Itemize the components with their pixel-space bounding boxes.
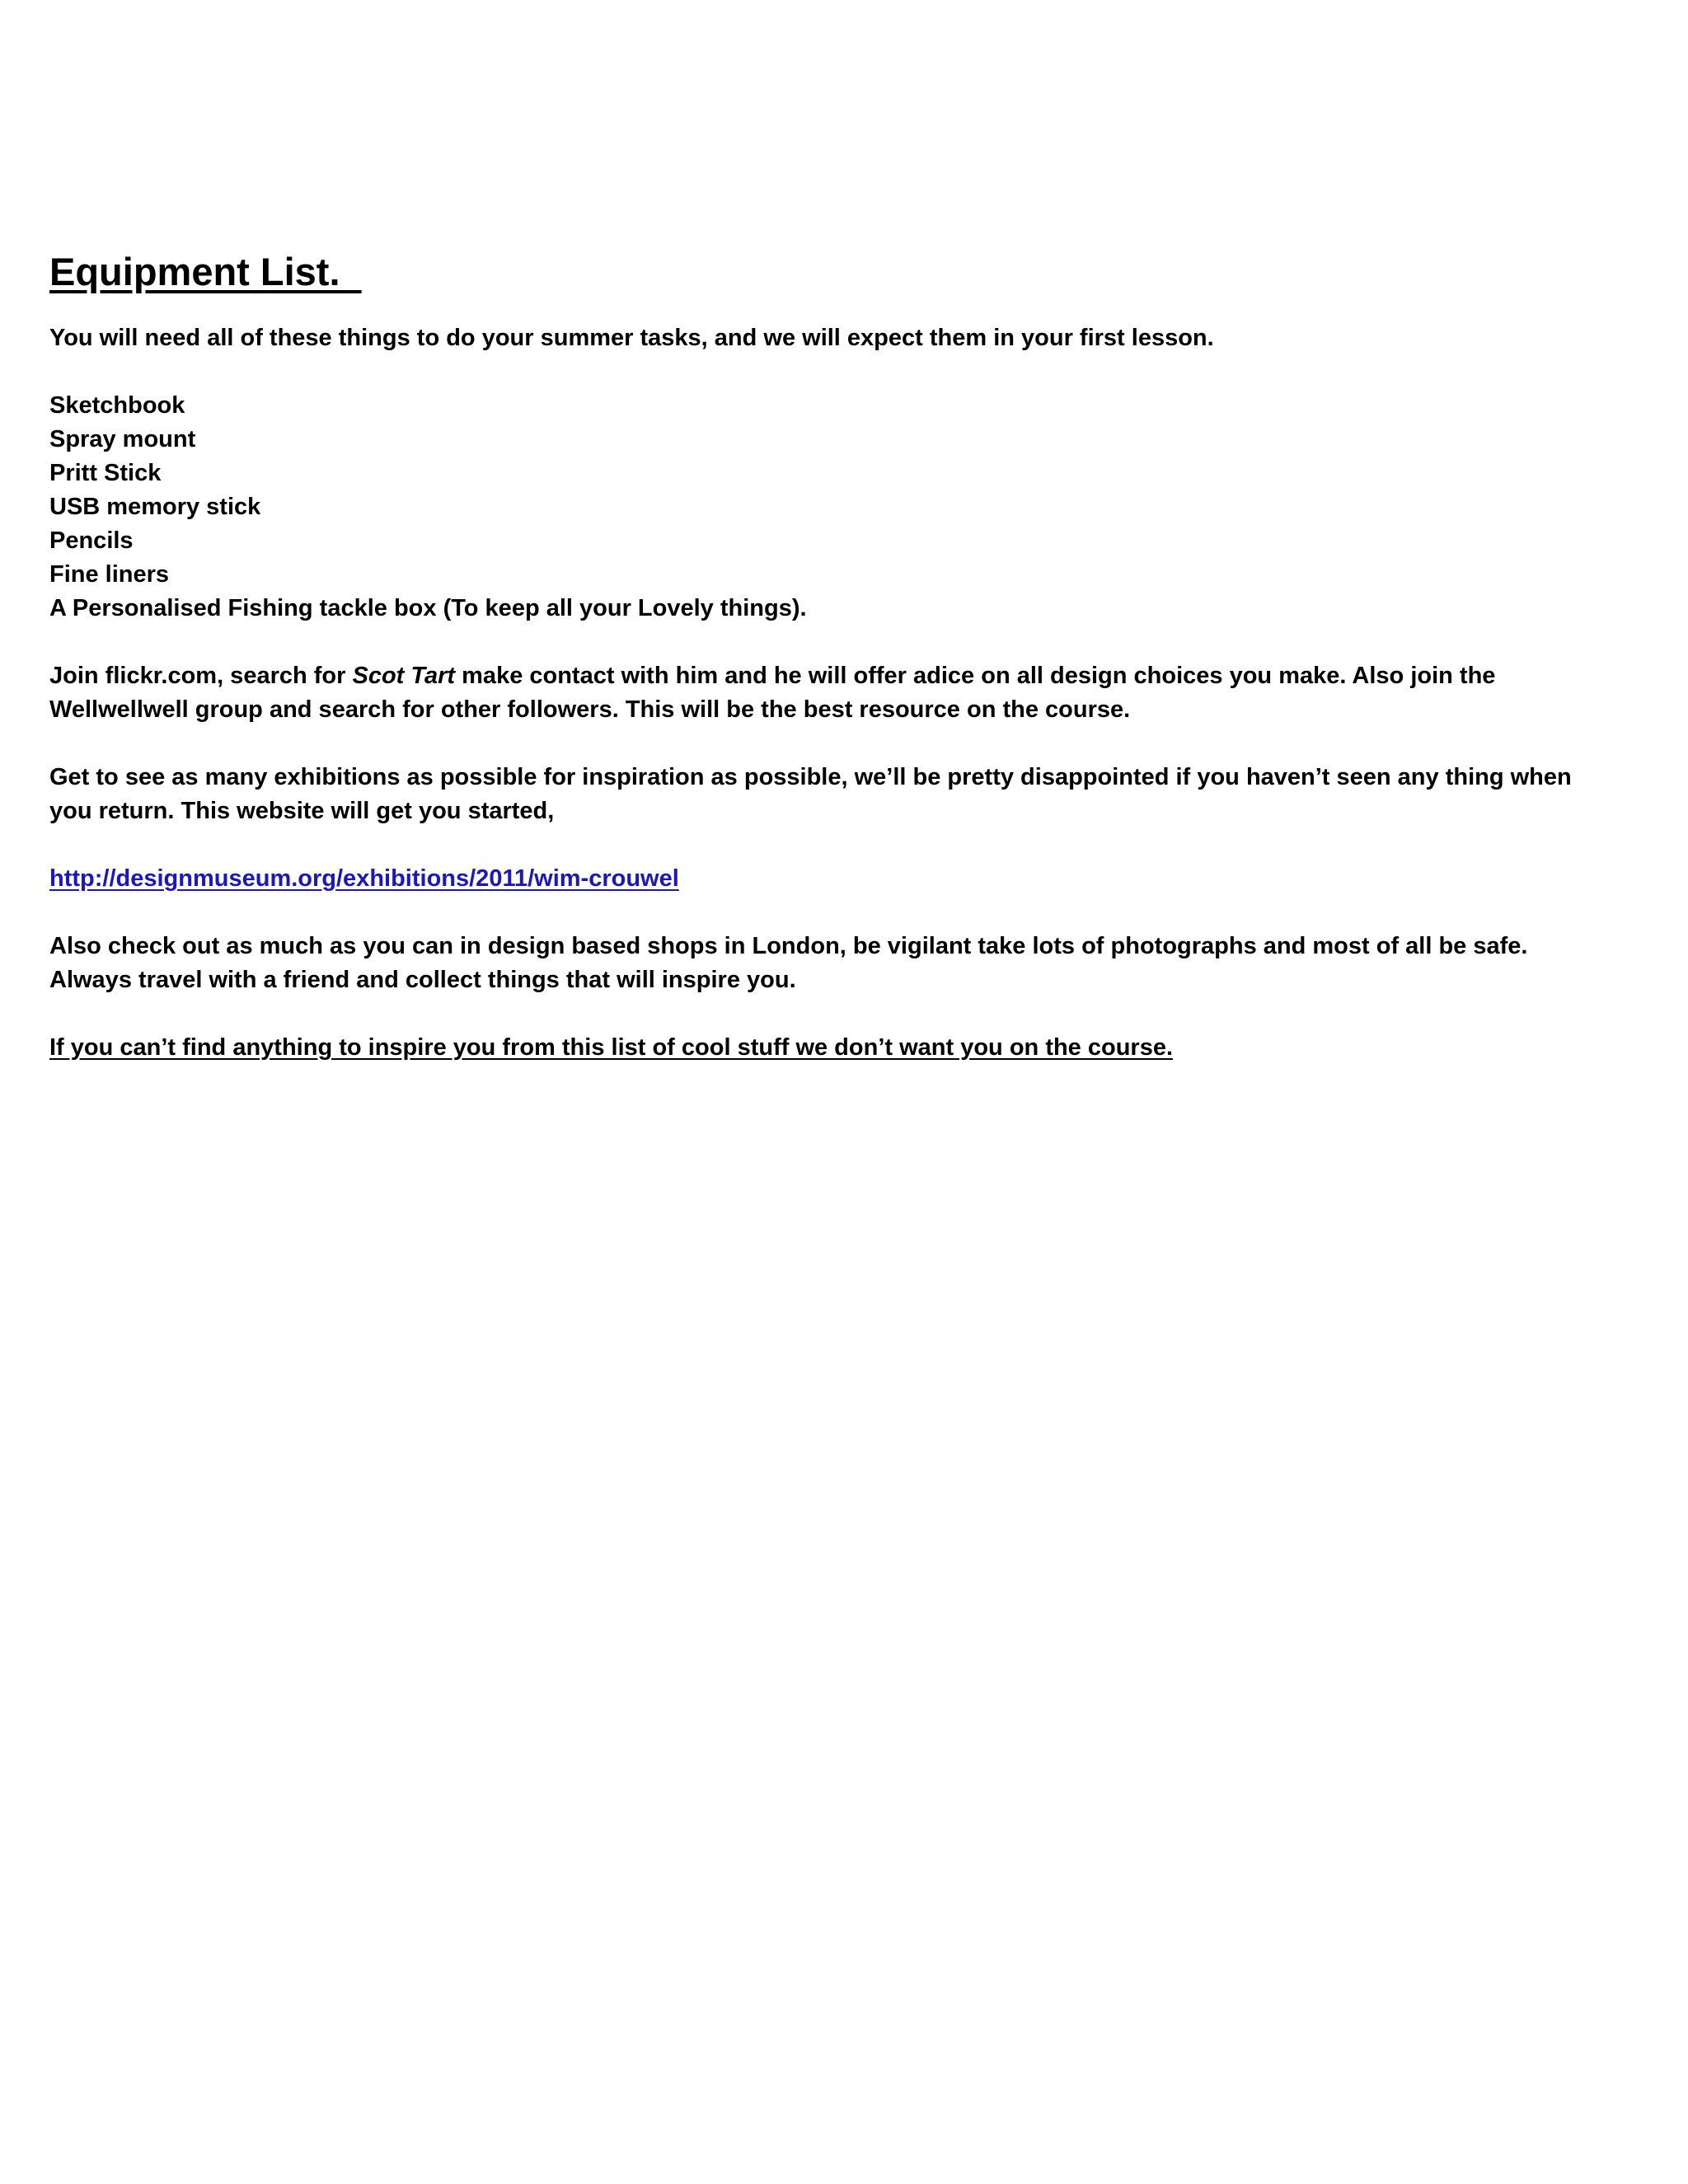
flickr-paragraph (49, 659, 1615, 727)
spacer (49, 997, 1615, 1031)
spacer (49, 896, 1615, 930)
closing-text: If you can’t find anything to inspire you from this list of cool stuff we don’t want you on the course. (49, 1034, 1174, 1061)
spacer (49, 355, 1615, 389)
list-item: USB memory stick (49, 494, 261, 520)
flickr-contact-name: Scot Tart (352, 663, 456, 689)
shops-paragraph: Also check out as much as you can in design based shops in London, be vigilant take lots of photographs and most of all be safe. Always travel with a friend and collect things that will inspire you. (49, 933, 1528, 993)
link-paragraph (49, 862, 1615, 896)
designmuseum-link[interactable]: http://designmuseum.org/exhibitions/2011/wim-crouwel (49, 865, 679, 892)
list-item: Sketchbook (49, 392, 185, 419)
list-item: Pritt Stick (49, 460, 162, 486)
exhibitions-paragraph: Get to see as many exhibitions as possible for inspiration as possible, we’ll be pretty disappointed if you haven’t seen any thing when you return. This website will get you started, (49, 764, 1572, 824)
list-item: Pencils (49, 527, 134, 554)
intro-paragraph: You will need all of these things to do your summer tasks, and we will expect them in your first lesson. (49, 325, 1214, 351)
spacer (49, 828, 1615, 862)
flickr-text-before: Join flickr.com, search for (49, 663, 353, 689)
list-item: Spray mount (49, 426, 196, 452)
equipment-list (49, 389, 1615, 626)
spacer (49, 626, 1615, 659)
closing-paragraph (49, 1031, 1615, 1065)
flickr-text-after: make contact with him and he will offer adice on all design choices you make. Also join the Wellwellwell group and search for other followers. This will be the best resource on the course. (49, 663, 1496, 723)
spacer (49, 727, 1615, 761)
list-item: A Personalised Fishing tackle box (To keep all your Lovely things). (49, 595, 807, 621)
document-title: Equipment List. (49, 250, 362, 293)
document-page (49, 247, 1615, 1065)
list-item: Fine liners (49, 561, 170, 588)
